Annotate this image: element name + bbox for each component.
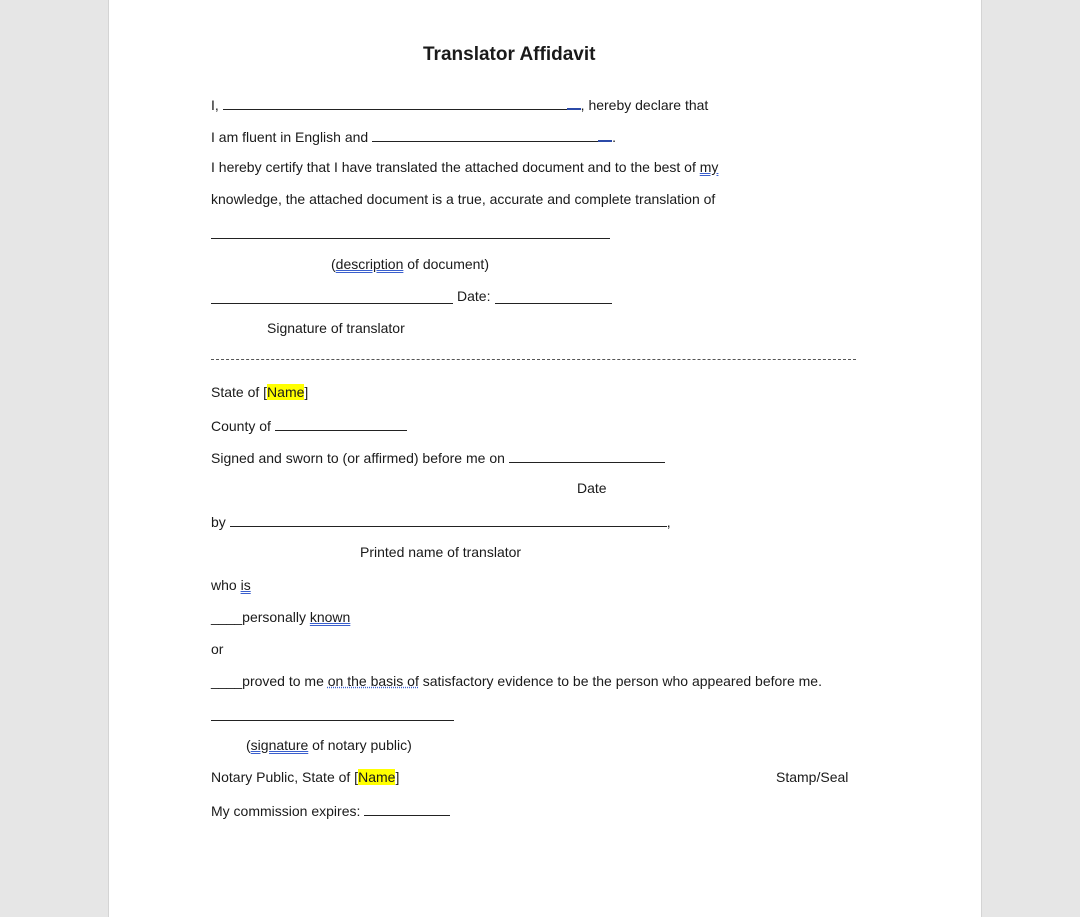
document-page (108, 0, 982, 917)
declaration-line (211, 95, 708, 113)
description-rest: of document) (403, 256, 489, 272)
certify-word: my (699, 159, 719, 175)
proved-prefix: proved to me (242, 673, 328, 689)
paren: ( (246, 737, 251, 753)
personally-prefix: personally (242, 609, 310, 625)
fluency-prefix: I am fluent in English and (211, 129, 369, 145)
who-is-prefix: who (211, 577, 241, 593)
declaration-prefix: I, (211, 97, 219, 113)
county-label: County of (211, 418, 271, 434)
signed-sworn-label: Signed and sworn to (or affirmed) before me on (211, 450, 505, 466)
notary-state-suffix: ] (395, 769, 400, 785)
certify-line (211, 159, 718, 175)
fluency-suffix: . (612, 129, 616, 145)
notary-signature-caption (246, 737, 412, 753)
printed-name-caption: Printed name of translator (360, 544, 522, 560)
translator-name-blank[interactable] (223, 95, 567, 110)
printed-name-blank[interactable] (230, 512, 667, 527)
who-is-line (211, 577, 251, 593)
county-blank[interactable] (275, 416, 407, 431)
notary-state-name-placeholder[interactable]: Name (358, 769, 396, 785)
state-line (211, 384, 308, 400)
fluency-line (211, 127, 616, 145)
sworn-date-blank[interactable] (509, 448, 665, 463)
commission-blank[interactable] (364, 801, 450, 816)
declaration-suffix: , hereby declare that (580, 97, 709, 113)
knowledge-line: knowledge, the attached document is a true, accurate and complete translation of (211, 191, 716, 207)
translator-date-blank[interactable] (495, 303, 612, 304)
stamp-seal-label: Stamp/Seal (776, 769, 849, 785)
proofing-mark (567, 95, 581, 110)
personally-known-blank[interactable]: ____ (211, 609, 243, 625)
document-description-blank[interactable] (211, 238, 610, 239)
by-line (211, 512, 671, 530)
section-divider (211, 359, 856, 360)
state-suffix: ] (304, 384, 309, 400)
proved-line (211, 673, 822, 689)
date-caption: Date (577, 480, 607, 496)
county-line (211, 416, 407, 434)
state-name-placeholder[interactable]: Name (267, 384, 305, 400)
commission-label: My commission expires: (211, 803, 361, 819)
paren: ( (331, 256, 336, 272)
description-caption (331, 256, 489, 272)
known-word: known (309, 609, 351, 625)
certify-text: I hereby certify that I have translated the attached document and to the best of (211, 159, 700, 175)
proved-rest: satisfactory evidence to be the person who appeared before me. (418, 673, 822, 689)
proved-blank[interactable]: ____ (211, 673, 243, 689)
signed-sworn-line (211, 448, 665, 466)
date-label: Date: (457, 288, 491, 304)
signature-translator-caption: Signature of translator (267, 320, 405, 336)
state-prefix: State of [ (211, 384, 268, 400)
commission-line (211, 801, 450, 819)
proved-phrase: on the basis of (327, 673, 419, 689)
who-is-word: is (240, 577, 251, 593)
translator-signature-blank[interactable] (211, 303, 453, 304)
or-line: or (211, 641, 224, 657)
notary-state-prefix: Notary Public, State of [ (211, 769, 359, 785)
by-suffix: , (666, 514, 671, 530)
signature-word: signature (250, 737, 309, 753)
notary-signature-rest: of notary public) (308, 737, 412, 753)
proofing-mark (598, 127, 612, 142)
description-word: description (335, 256, 404, 272)
language-blank[interactable] (372, 127, 598, 142)
notary-signature-blank[interactable] (211, 720, 454, 721)
by-label: by (211, 514, 226, 530)
personally-known-line (211, 609, 350, 625)
document-title: Translator Affidavit (423, 44, 596, 65)
notary-state-line (211, 769, 399, 785)
